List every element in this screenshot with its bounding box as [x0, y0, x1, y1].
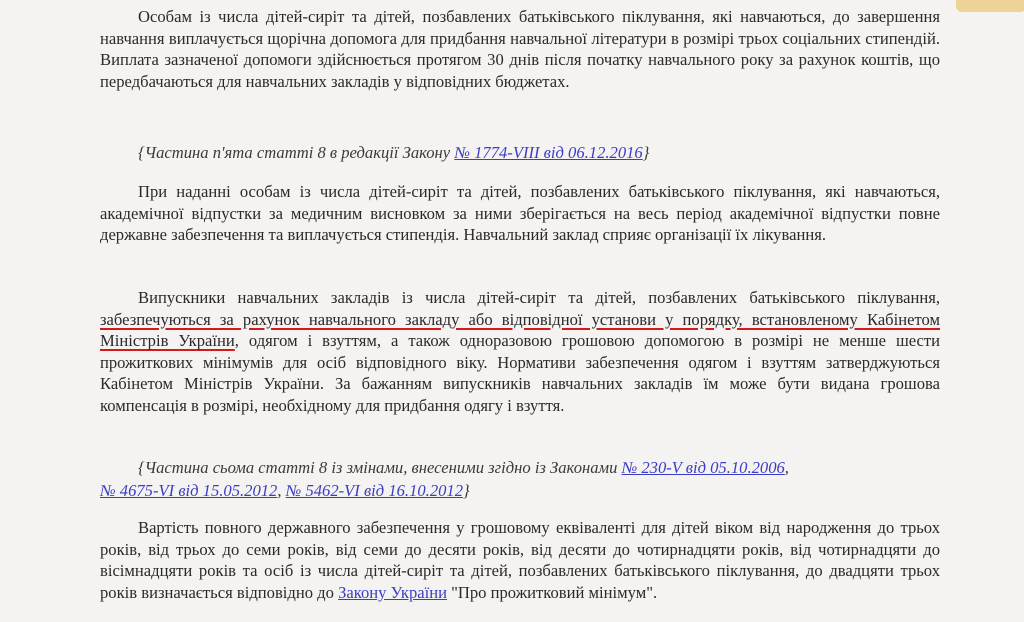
note-2: [138, 457, 938, 479]
note-2-sep: ,: [784, 458, 789, 477]
note-2-cont: [100, 480, 940, 502]
paragraph-4: [100, 517, 940, 603]
note-2-prefix: {Частина сьома статті 8 із змінами, внесеними згідно із Законами: [138, 458, 622, 477]
law-link-230[interactable]: № 230-V від 05.10.2006: [621, 458, 785, 477]
paragraph-3-underlined: забезпечуються за рахунок навчального закладу або відповідної установи у порядку, встановленому: [100, 309, 867, 329]
cabinet-link[interactable]: Кабінетом Міністрів України: [100, 309, 940, 351]
law-link-1774[interactable]: № 1774-VIII від 06.12.2016: [454, 143, 643, 162]
channel-logo: [956, 0, 1024, 12]
note-1: [138, 142, 938, 164]
paragraph-3: [100, 287, 940, 417]
paragraph-4-start: Вартість повного державного забезпечення у грошовому еквіваленті для дітей віком від народження до трьох років, від трьох до семи років, від семи до десяти років, від десяти до чотирнадцяти років, від чотирнадцяти до вісімнадцяти років та осіб із числа дітей-сиріт та дітей, позбавлених батьківського піклування, до двадцяти трьох років визначається відповідно до: [100, 518, 940, 602]
paragraph-3-end: , одягом і взуттям, а також одноразовою грошовою допомогою в розмірі не менше шести прожиткових мінімумів для осіб відповідного віку. Нормативи забезпечення одягом і взуттям затверджуються Кабінетом Міністрів України. За бажанням випускників навчальних закладів їм може бути видана грошова компенсація в розмірі, необхідному для придбання одягу і взуття.: [100, 331, 940, 415]
paragraph-1-text: Особам із числа дітей-сиріт та дітей, позбавлених батьківського піклування, які навчаються, до завершення навчання виплачується щорічна допомога для придбання навчальної літератури в розмірі трьох соціальних стипендій. Виплата зазначеної допомоги здійснюється протягом 30 днів після початку навчального року за рахунок коштів, що передбачаються для навчальних закладів у відповідних бюджетах.: [100, 7, 940, 91]
note-2-suffix: }: [463, 481, 470, 500]
note-1-prefix: {Частина п'ята статті 8 в редакції Закону: [138, 143, 455, 162]
note-1-suffix: }: [642, 143, 650, 162]
paragraph-4-end: "Про прожитковий мінімум".: [446, 582, 658, 602]
law-link-5462[interactable]: № 5462-VI від 16.10.2012: [285, 481, 464, 500]
paragraph-2-text: При наданні особам із числа дітей-сиріт та дітей, позбавлених батьківського піклування, які навчаються, академічної відпустки за медичним висновком за ними зберігається на весь період академічної відпустки повне державне забезпечення та виплачується стипендія. Навчальний заклад сприяє організації їх лікування.: [100, 182, 940, 245]
paragraph-1: [100, 6, 940, 92]
note-2-sep2: ,: [277, 481, 286, 500]
law-link-subsistence[interactable]: Закону України: [338, 582, 447, 602]
law-link-4675[interactable]: № 4675-VI від 15.05.2012: [100, 481, 278, 500]
paragraph-3-start: Випускники навчальних закладів із числа дітей-сиріт та дітей, позбавлених батьківського піклування,: [138, 288, 940, 307]
paragraph-2: [100, 181, 940, 246]
